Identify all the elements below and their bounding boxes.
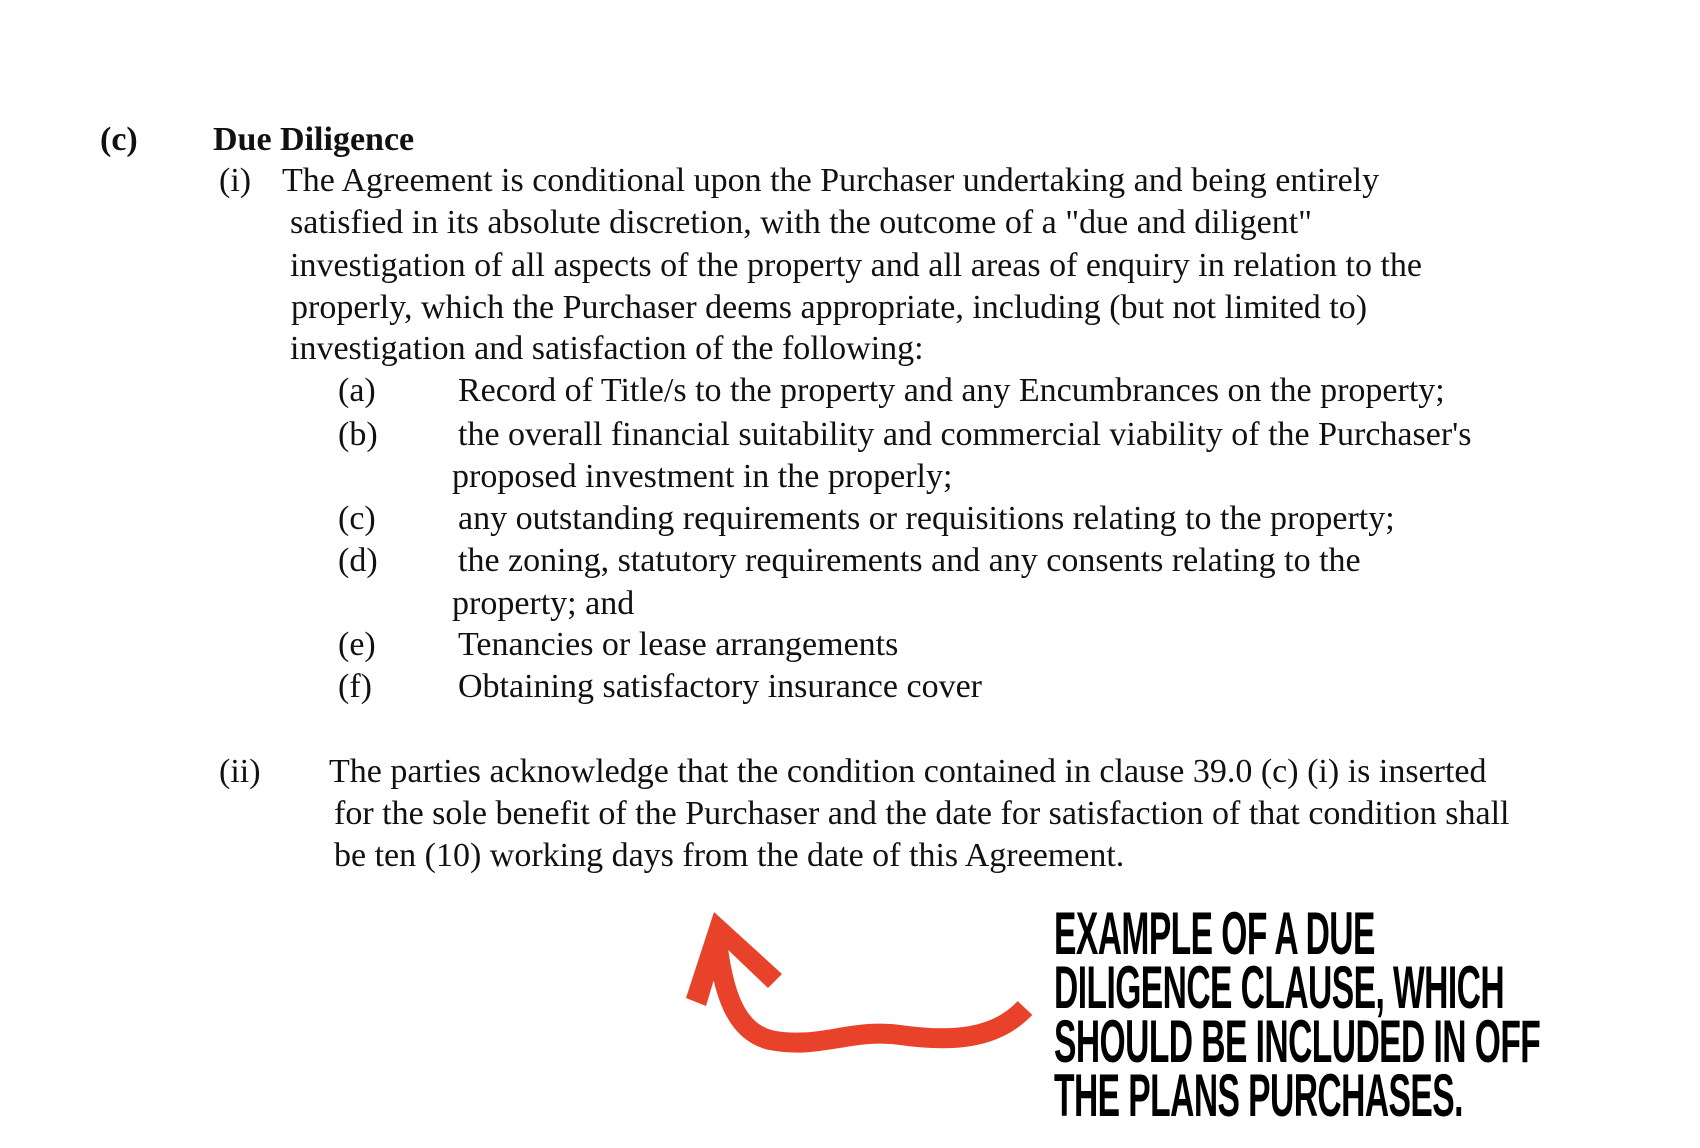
sub-i-line: satisfied in its absolute discretion, with the outcome of a "due and diligent" [290, 204, 1313, 241]
sub-i-line: investigation of all aspects of the property and all areas of enquiry in relation to the [290, 247, 1423, 284]
sub-ii-label: (ii) [219, 753, 261, 790]
sub-i-line: The Agreement is conditional upon the Purchaser undertaking and being entirely [282, 162, 1380, 199]
item-f-text: Obtaining satisfactory insurance cover [458, 668, 982, 705]
item-c-text: any outstanding requirements or requisitions relating to the property; [458, 500, 1395, 537]
annotation-line: SHOULD BE INCLUDED IN OFF [1054, 1008, 1541, 1075]
item-a-text: Record of Title/s to the property and any Encumbrances on the property; [458, 372, 1445, 409]
item-b-label: (b) [338, 416, 378, 453]
annotation-line: THE PLANS PURCHASES. [1054, 1062, 1463, 1129]
item-d-label: (d) [338, 542, 378, 579]
item-d-text: the zoning, statutory requirements and any consents relating to the [458, 542, 1361, 579]
annotation-line: EXAMPLE OF A DUE [1054, 900, 1375, 967]
item-e-text: Tenancies or lease arrangements [458, 626, 899, 663]
sub-ii-line: The parties acknowledge that the condition contained in clause 39.0 (c) (i) is inserted [329, 753, 1487, 790]
item-b-text: the overall financial suitability and commercial viability of the Purchaser's [458, 416, 1472, 453]
sub-ii-line: be ten (10) working days from the date of this Agreement. [334, 837, 1125, 874]
annotation-line: DILIGENCE CLAUSE, WHICH [1054, 954, 1505, 1021]
item-b-text: proposed investment in the properly; [452, 458, 953, 495]
arrow-shaft [716, 935, 1025, 1043]
sub-i-line: investigation and satisfaction of the following: [290, 330, 924, 367]
item-e-label: (e) [338, 626, 376, 663]
clause-label: (c) [100, 121, 138, 158]
sub-i-line: properly, which the Purchaser deems appropriate, including (but not limited to) [291, 289, 1368, 326]
item-d-text: property; and [452, 585, 635, 622]
item-a-label: (a) [338, 372, 376, 409]
sub-ii-line: for the sole benefit of the Purchaser and the date for satisfaction of that condition shall [334, 795, 1510, 832]
sub-i-label: (i) [219, 162, 252, 199]
item-c-label: (c) [338, 500, 376, 537]
clause-title: Due Diligence [213, 121, 415, 158]
item-f-label: (f) [338, 668, 372, 705]
